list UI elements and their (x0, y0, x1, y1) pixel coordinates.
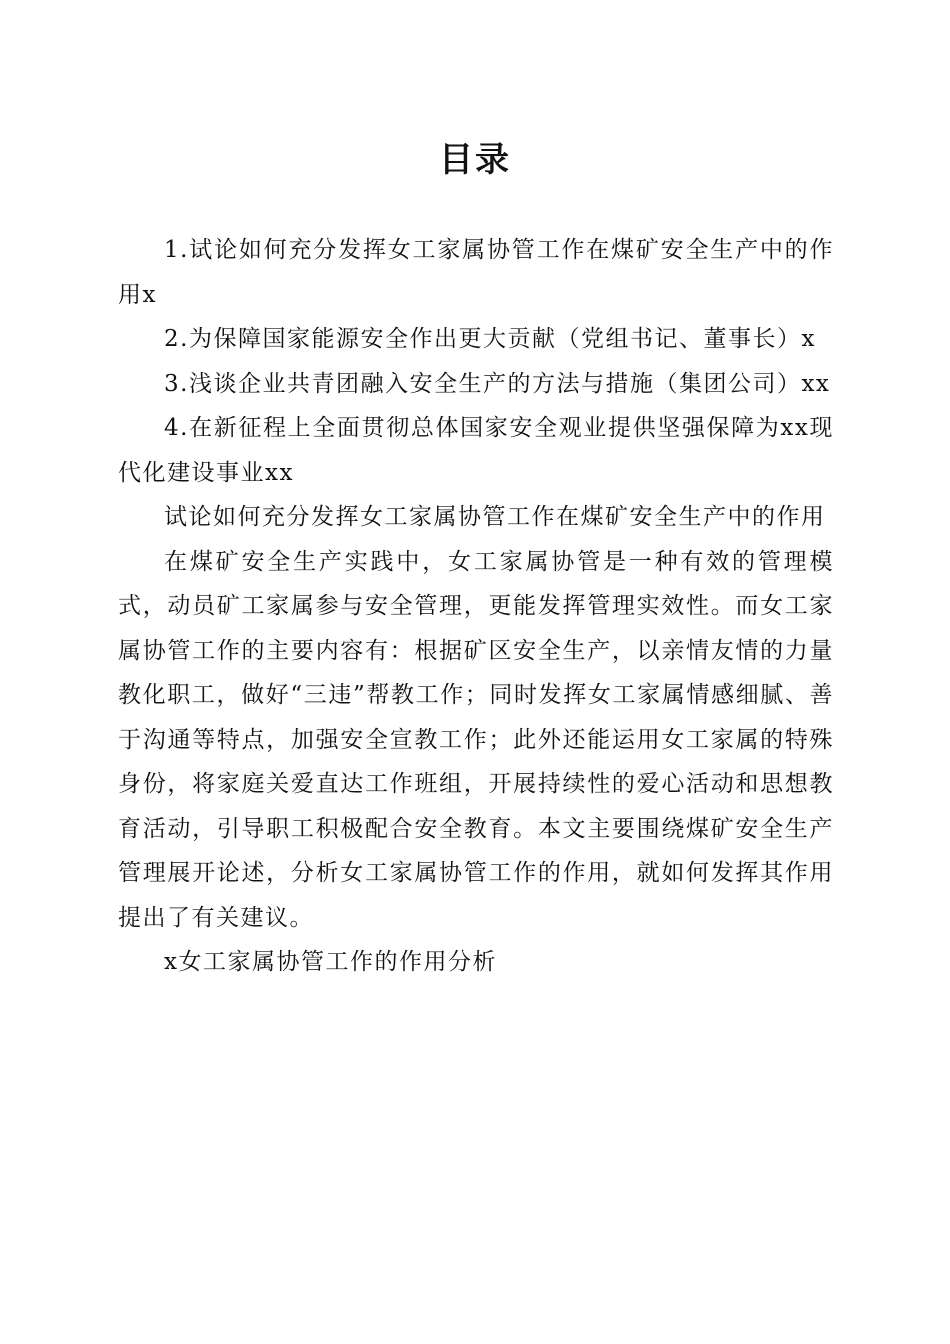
section-heading: x女工家属协管工作的作用分析 (164, 949, 497, 975)
article-title: 试论如何充分发挥女工家属协管工作在煤矿安全生产中的作用 (164, 504, 826, 530)
toc-entry-2: 2.为保障国家能源安全作出更大贡献（党组书记、董事长）x (164, 326, 816, 352)
document-body (118, 228, 834, 985)
toc-entry-3: 3.浅谈企业共青团融入安全生产的方法与措施（集团公司）xx (164, 370, 831, 397)
toc-entry-1: 1.试论如何充分发挥女工家属协管工作在煤矿安全生产中的作用x (118, 237, 834, 308)
toc-entry-4: 4.在新征程上全面贯彻总体国家安全观业提供坚强保障为xx现代化建设事业xx (118, 415, 834, 486)
page-title: 目录 (439, 140, 511, 180)
intro-paragraph: 在煤矿安全生产实践中，女工家属协管是一种有效的管理模式，动员矿工家属参与安全管理，更能发挥管理实效性。而女工家属协管工作的主要内容有：根据矿区安全生产，以亲情友情的力量教化职工，做好“三违”帮教工作；同时发挥女工家属情感细腻、善于沟通等特点，加强安全宣教工作；此外还能运用女工家属的特殊身份，将家庭关爱直达工作班组，开展持续性的爱心活动和思想教育活动，引导职工积极配合安全教育。本文主要围绕煤矿安全生产管理展开论述，分析女工家属协管工作的作用，就如何发挥其作用提出了有关建议。 (118, 548, 834, 931)
